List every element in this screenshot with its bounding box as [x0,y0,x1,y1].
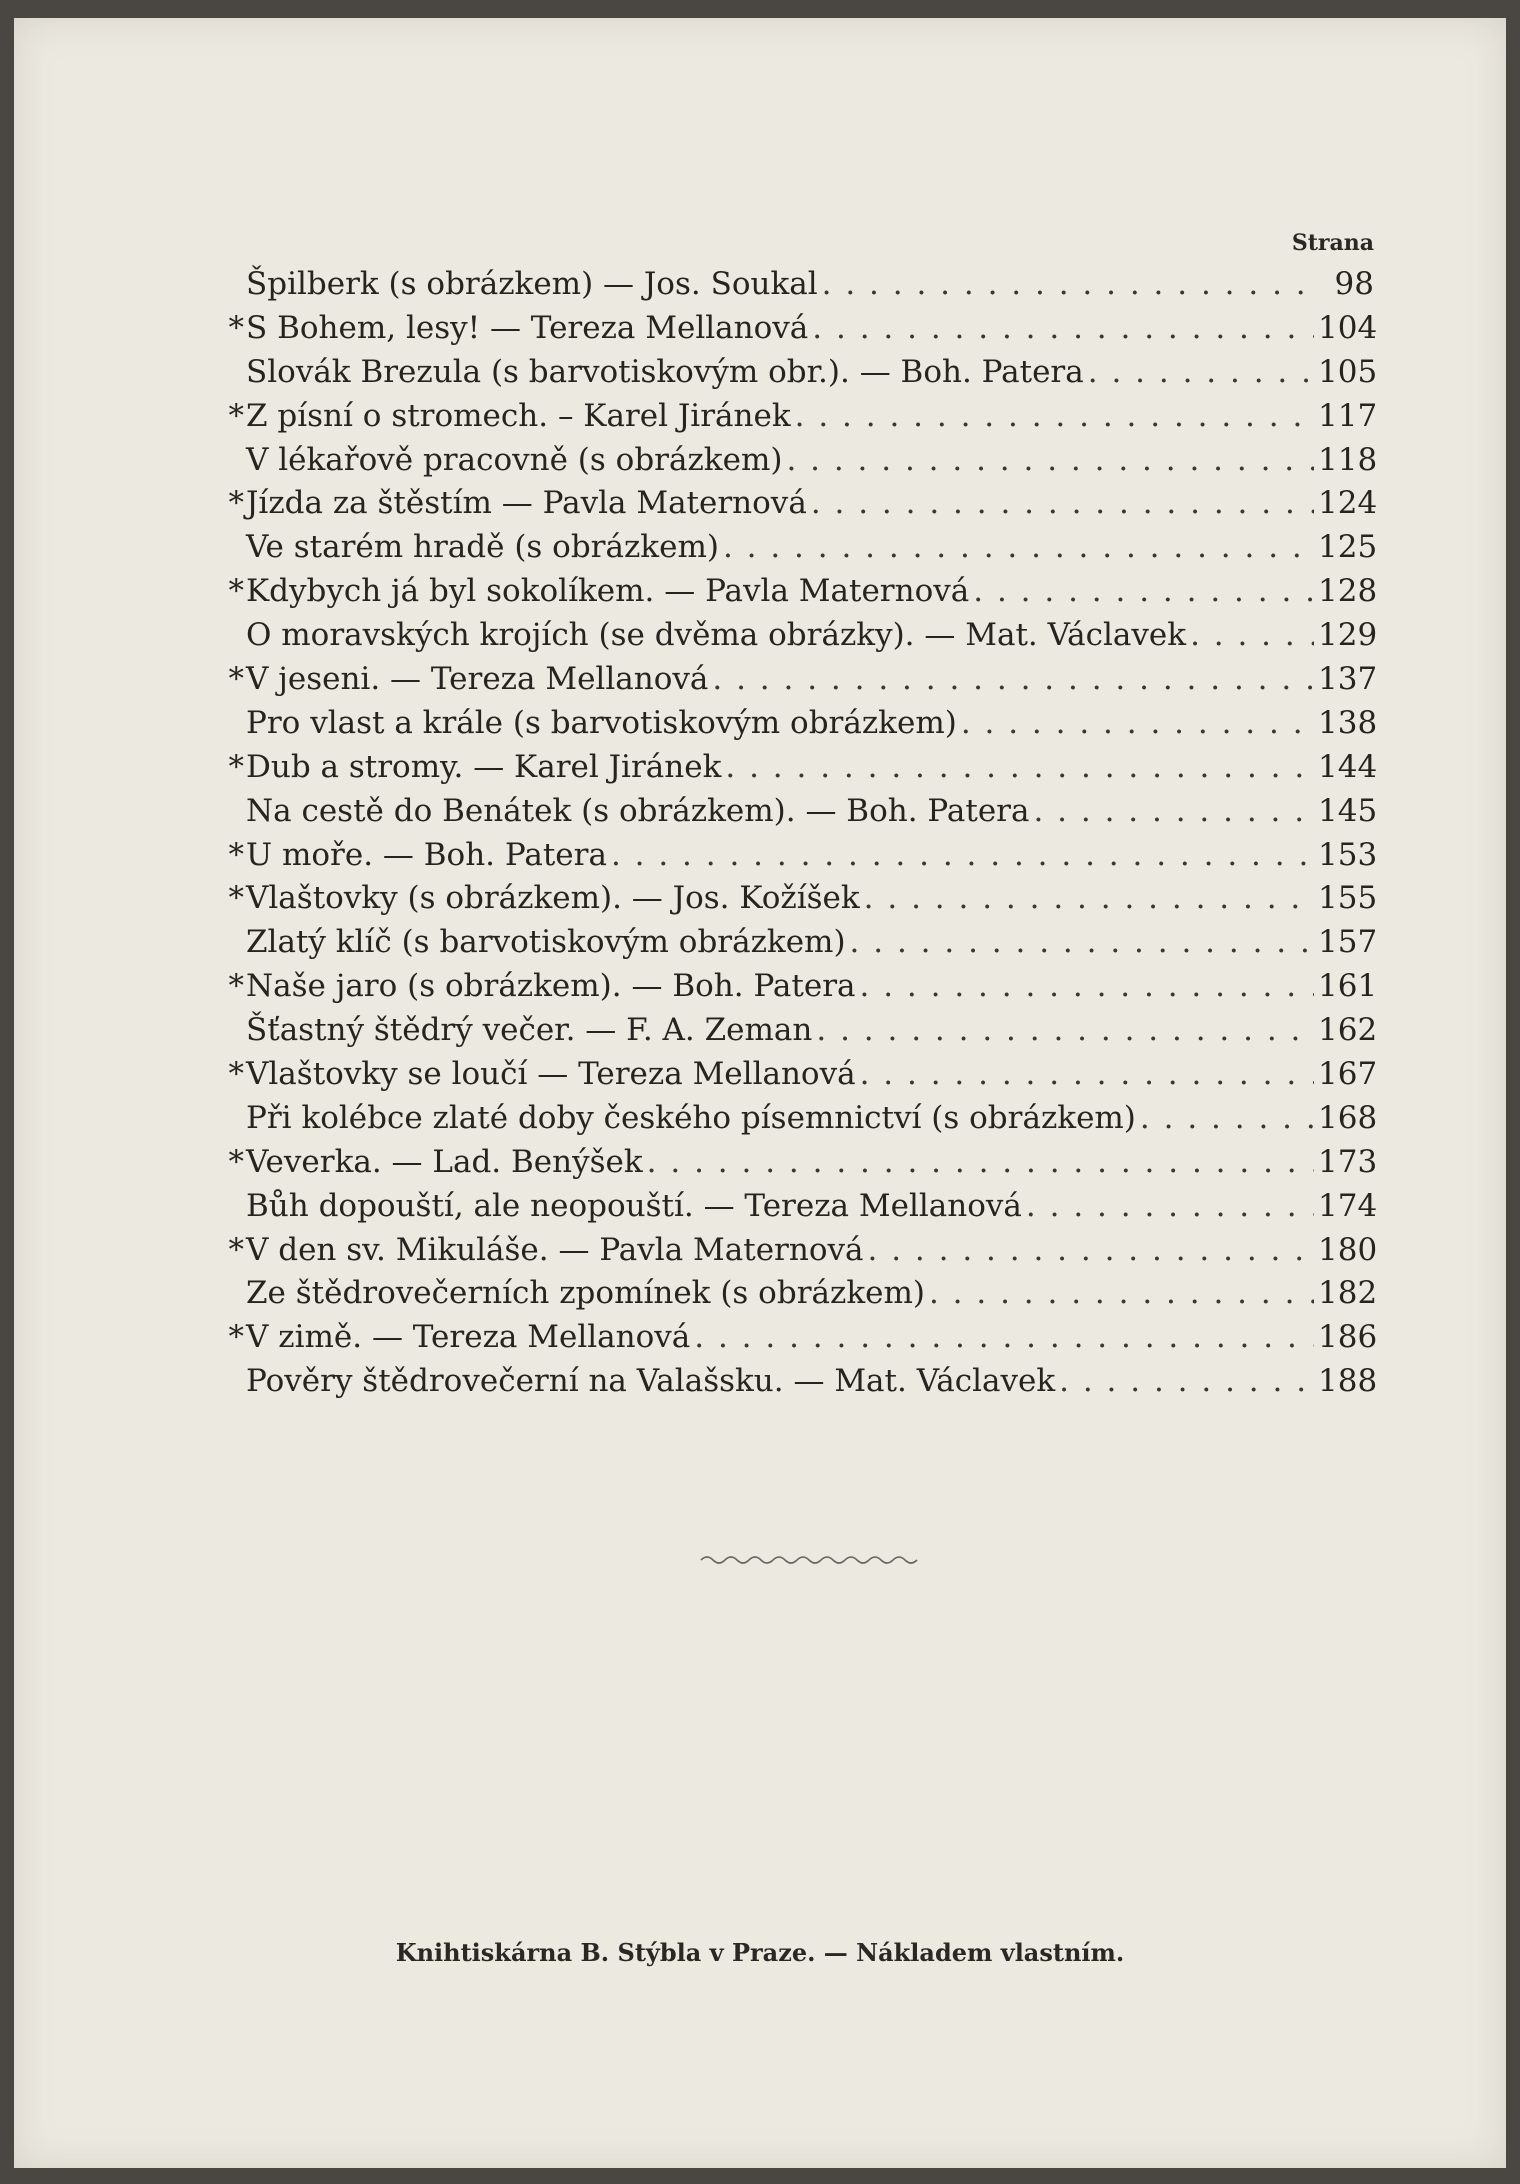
toc-entry-title: O moravských krojích (se dvěma obrázky). — Mat. Václavek [246,617,1187,654]
new-item-asterisk: * [228,1143,244,1180]
toc-entry-title: Šťastný štědrý večer. — F. A. Zeman [246,1012,813,1049]
toc-entry-title: Na cestě do Benátek (s obrázkem). — Boh. Patera [246,792,1030,829]
toc-entry [224,1012,1378,1056]
toc-entry-title: Vlaštovky (s obrázkem). — Jos. Kožíšek [246,880,860,917]
toc-entry [224,617,1378,661]
dot-leader [1088,354,1314,390]
toc-page-number: 162 [1318,1012,1378,1049]
dot-leader [1026,1188,1314,1224]
new-item-asterisk: * [228,748,244,785]
dot-leader [822,266,1314,302]
new-item-asterisk: * [228,485,244,522]
table-of-contents [224,266,1378,1407]
toc-entry [224,309,1378,354]
dot-leader [816,1012,1314,1048]
toc-page-number: 188 [1318,1363,1378,1400]
toc-page-number: 173 [1318,1143,1378,1180]
new-item-asterisk: * [228,1231,244,1268]
toc-entry-title: V jeseni. — Tereza Mellanová [246,661,709,698]
toc-page-number: 129 [1318,617,1378,654]
dot-leader [860,1056,1314,1092]
toc-entry-title: Zlatý klíč (s barvotiskovým obrázkem) [246,924,846,961]
toc-entry [224,573,1378,617]
page-column-header: Strana [1291,230,1374,256]
toc-page-number: 98 [1334,266,1374,302]
dot-leader [1140,1100,1314,1136]
new-item-asterisk: * [228,397,244,434]
toc-page-number: 104 [1318,309,1378,346]
toc-entry [224,1363,1378,1407]
toc-entry [224,924,1378,968]
toc-entry-title: Slovák Brezula (s barvotiskovým obr.). — Boh. Patera [246,353,1084,390]
toc-entry-title: Kdybych já byl sokolíkem. — Pavla Maternová [246,573,970,610]
book-page [14,18,1506,2168]
toc-page-number: 186 [1318,1319,1378,1356]
toc-entry [224,1099,1378,1144]
toc-entry-title: Veverka. — Lad. Benýšek [246,1143,643,1180]
toc-entry-title: Při kolébce zlaté doby českého písemnictví (s obrázkem) [246,1099,1136,1136]
toc-entry-title: Naše jaro (s obrázkem). — Boh. Patera [246,968,856,1005]
dot-leader [694,1319,1314,1355]
dot-leader [850,924,1314,960]
new-item-asterisk: * [228,573,244,610]
new-item-asterisk: * [228,880,244,917]
dot-leader [725,749,1314,785]
new-item-asterisk: * [228,661,244,698]
toc-entry [224,441,1378,486]
toc-entry [224,704,1378,749]
dot-leader [961,705,1314,741]
new-item-asterisk: * [228,1319,244,1356]
dot-leader [611,837,1314,873]
dot-leader [868,1232,1314,1268]
toc-entry-title: Pro vlast a krále (s barvotiskovým obrázkem) [246,704,957,741]
toc-entry [224,353,1378,398]
toc-entry-title: Ze štědrovečerních zpomínek (s obrázkem) [246,1275,925,1312]
toc-entry-title: Z písní o stromech. – Karel Jiránek [246,397,791,434]
toc-entry-title: V zimě. — Tereza Mellanová [246,1319,691,1356]
toc-entry [224,1275,1378,1319]
new-item-asterisk: * [228,309,244,346]
dot-leader [647,1144,1314,1180]
dot-leader [860,968,1315,1004]
toc-entry [224,1056,1378,1100]
toc-entry [224,529,1378,573]
toc-entry-title: S Bohem, lesy! — Tereza Mellanová [246,309,809,346]
toc-page-number: 125 [1318,529,1378,566]
dot-leader [929,1275,1314,1311]
toc-entry-title: Jízda za štěstím — Pavla Maternová [246,485,807,522]
toc-entry [224,792,1378,837]
toc-page-number: 161 [1318,968,1378,1005]
toc-entry-title: V den sv. Mikuláše. — Pavla Maternová [246,1231,864,1268]
toc-page-number: 153 [1318,836,1378,873]
toc-entry-title: Bůh dopouští, ale neopouští. — Tereza Mellanová [246,1187,1022,1224]
dot-leader [811,485,1314,521]
toc-entry-title: Pověry štědrovečerní na Valašsku. — Mat. Václavek [246,1363,1056,1400]
toc-entry-title: U moře. — Boh. Patera [246,836,607,873]
toc-entry-title: V lékařově pracovně (s obrázkem) [246,441,783,478]
toc-page-number: 137 [1318,661,1378,698]
toc-entry-title: Ve starém hradě (s obrázkem) [246,529,719,566]
new-item-asterisk: * [228,836,244,873]
toc-page-number: 182 [1318,1275,1378,1312]
toc-entry-title: Špilberk (s obrázkem) — Jos. Soukal [246,266,818,302]
toc-entry [224,836,1378,881]
new-item-asterisk: * [228,968,244,1005]
toc-page-number: 144 [1318,748,1378,785]
decorative-ornament [699,1552,919,1566]
toc-page-number: 168 [1318,1099,1378,1136]
dot-leader [1059,1363,1314,1399]
toc-page-number: 174 [1318,1187,1378,1224]
toc-page-number: 138 [1318,704,1378,741]
toc-entry [224,266,1374,310]
dot-leader [1033,793,1314,829]
toc-entry [224,661,1378,705]
toc-entry [224,748,1378,793]
toc-entry [224,485,1378,529]
dot-leader [864,880,1314,916]
printer-imprint: Knihtiskárna B. Stýbla v Praze. — Nákladem vlastním. [395,1938,1125,1967]
toc-page-number: 145 [1318,792,1378,829]
dot-leader [795,398,1314,434]
toc-entry [224,880,1378,924]
toc-entry [224,1143,1378,1188]
toc-page-number: 105 [1318,353,1378,390]
toc-entry [224,1187,1378,1232]
toc-page-number: 118 [1318,441,1378,478]
toc-entry [224,1231,1378,1276]
toc-entry-title: Dub a stromy. — Karel Jiránek [246,748,722,785]
toc-page-number: 157 [1318,924,1378,961]
toc-entry [224,1319,1378,1363]
dot-leader [723,529,1314,565]
dot-leader [812,310,1314,346]
toc-page-number: 180 [1318,1231,1378,1268]
toc-entry [224,397,1378,442]
dot-leader [712,661,1314,697]
toc-page-number: 128 [1318,573,1378,610]
toc-page-number: 124 [1318,485,1378,522]
dot-leader [1190,617,1314,653]
toc-entry-title: Vlaštovky se loučí — Tereza Mellanová [246,1056,856,1093]
new-item-asterisk: * [228,1056,244,1093]
toc-page-number: 167 [1318,1056,1378,1093]
toc-page-number: 155 [1318,880,1378,917]
dot-leader [973,573,1314,609]
toc-page-number: 117 [1318,397,1378,434]
dot-leader [786,442,1314,478]
toc-entry [224,968,1378,1012]
